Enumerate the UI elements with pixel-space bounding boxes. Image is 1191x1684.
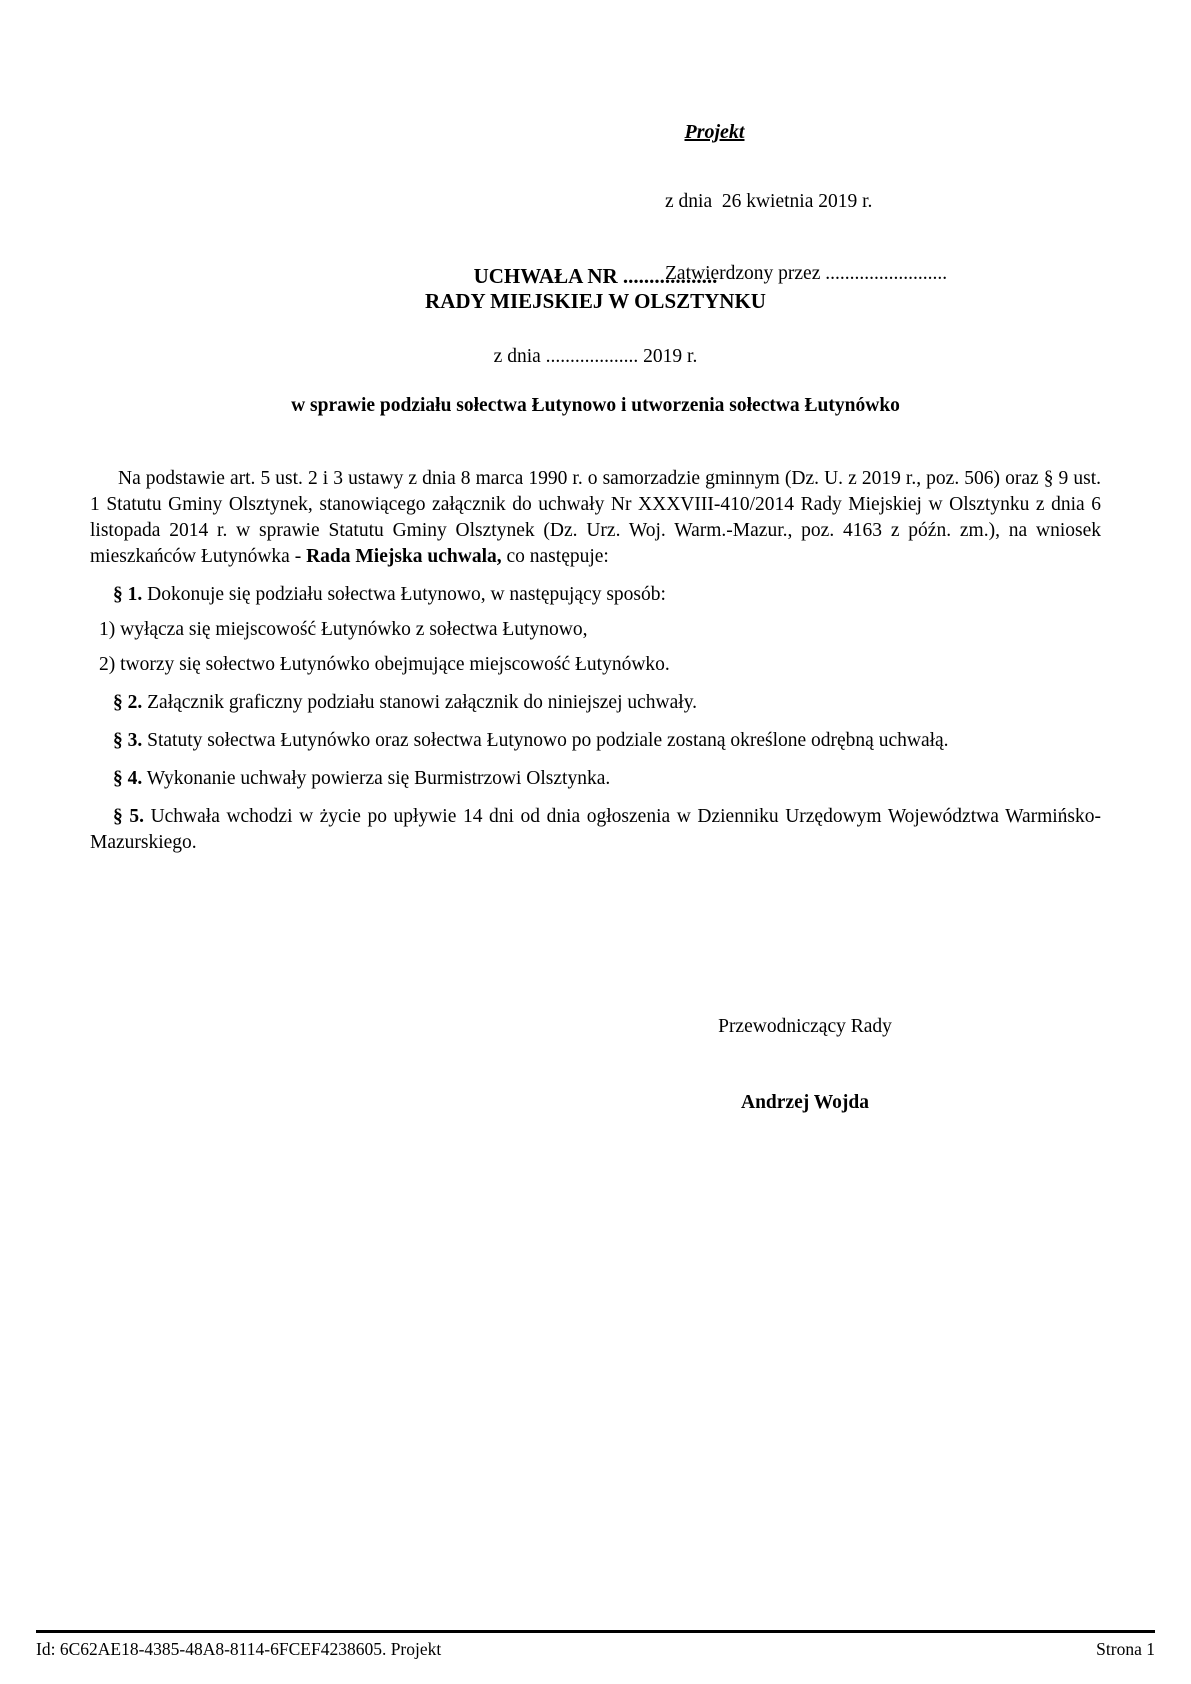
section-2-paragraph: [90, 690, 1101, 716]
footer-document-id: Id: 6C62AE18-4385-48A8-8114-6FCEF4238605. Projekt: [36, 1639, 442, 1659]
council-name-line: RADY MIEJSKIEJ W OLSZTYNKU: [425, 289, 766, 313]
section-2-text: Załącznik graficzny podziału stanowi załącznik do niniejszej uchwały.: [147, 692, 698, 713]
signature-block: [605, 1014, 1005, 1116]
signature-role: Przewodniczący Rady: [718, 1016, 892, 1037]
section-1-text: Dokonuje się podziału sołectwa Łutynowo, w następujący sposób:: [147, 584, 666, 605]
section-2-marker: § 2.: [113, 692, 143, 713]
section-1-paragraph: [90, 582, 1101, 608]
preamble-text-after: co następuje:: [501, 546, 609, 567]
section-4-text: Wykonanie uchwały powierza się Burmistrzowi Olsztynka.: [146, 768, 611, 789]
signature-name: Andrzej Wojda: [740, 1092, 870, 1113]
section-4-marker: § 4.: [113, 768, 143, 789]
section-4-paragraph: [90, 766, 1101, 792]
document-body: [90, 466, 1101, 856]
section-1-item-1: 1) wyłącza się miejscowość Łutynówko z sołectwa Łutynowo,: [99, 619, 588, 640]
section-3-text: Statuty sołectwa Łutynówko oraz sołectwa Łutynowo po podziale zostaną określone odrębną uchwałą.: [147, 730, 949, 751]
section-5-marker: § 5.: [113, 806, 144, 827]
resolution-date-line: z dnia ................... 2019 r.: [493, 346, 698, 367]
header-date-line: z dnia 26 kwietnia 2019 r.: [665, 191, 873, 212]
section-3-paragraph: [90, 728, 1101, 754]
page-footer: [36, 1630, 1155, 1659]
preamble-text-before: Na podstawie art. 5 ust. 2 i 3 ustawy z dnia 8 marca 1990 r. o samorzadzie gminnym (Dz. U. z 2019 r., poz. 506) oraz § 9 ust. 1 Statutu Gminy Olsztynek, stanowiącego załącznik do uchwały Nr XXXVIII-410/2014 Rady Miejskiej w Olsztynku z dnia 6 listopada 2014 r. w sprawie Statutu Gminy Olsztynek (Dz. Urz. Woj. Warm.-Mazur., poz. 4163 z późn. zm.), na wniosek mieszkańców Łutynówka -: [90, 468, 1101, 567]
section-5-text: Uchwała wchodzi w życie po upływie 14 dni od dnia ogłoszenia w Dzienniku Urzędowym Województwa Warmińsko-Mazurskiego.: [90, 806, 1102, 853]
section-5-paragraph: [90, 804, 1101, 856]
resolution-subject: w sprawie podziału sołectwa Łutynowo i utworzenia sołectwa Łutynówko: [291, 395, 900, 416]
title-block: [0, 264, 1191, 418]
section-1-item-2: 2) tworzy się sołectwo Łutynówko obejmujące miejscowość Łutynówko.: [99, 654, 670, 675]
resolution-number-line: UCHWAŁA NR ..................: [473, 264, 718, 288]
preamble-bold-phrase: Rada Miejska uchwala,: [306, 546, 502, 567]
header-approved-line: Zatwierdzony przez .........................: [665, 263, 948, 284]
preamble-paragraph: [90, 466, 1101, 570]
footer-page-number: Strona 1: [1096, 1639, 1155, 1659]
section-1-marker: § 1.: [113, 584, 143, 605]
section-3-marker: § 3.: [113, 730, 143, 751]
projekt-label: Projekt: [684, 121, 745, 143]
